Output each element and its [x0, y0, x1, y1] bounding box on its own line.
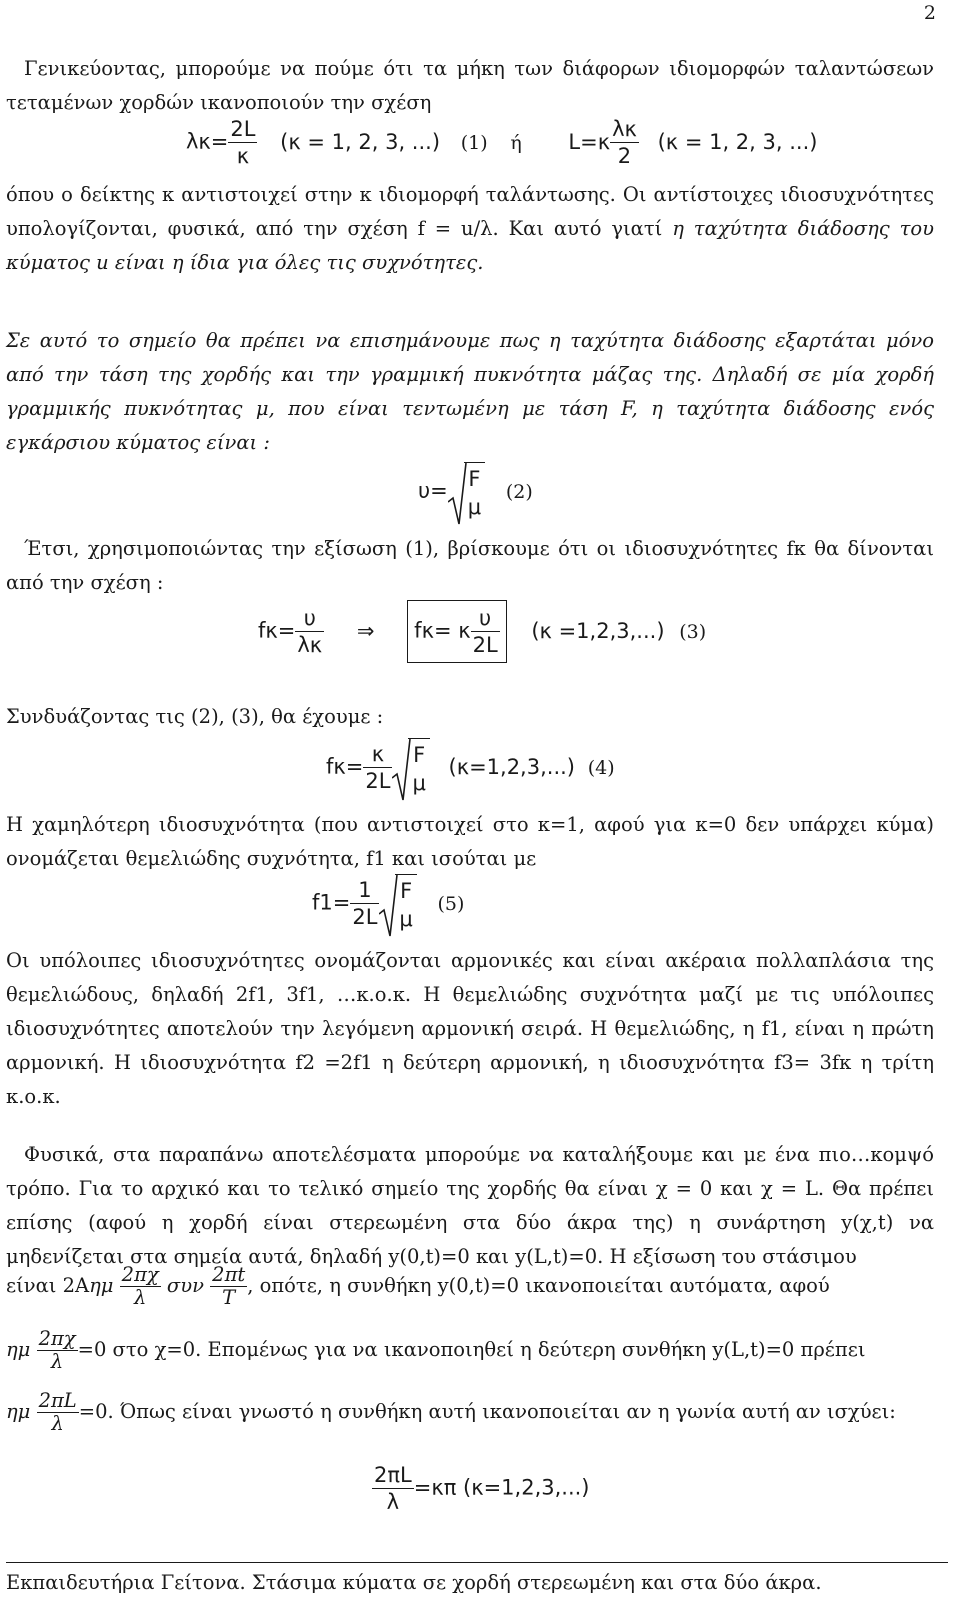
eq2-lhs: υ=	[418, 478, 448, 503]
eq5-num: 1	[350, 877, 379, 904]
paragraph-indices-text: όπου ο δείκτης κ αντιστοιχεί στην κ ιδιομορφή ταλάντωσης. Οι αντίστοιχες ιδιοσυχνότητες υπολογίζονται, φυσικά, από την σχέση f = u/λ. Και αυτό γιατί	[6, 183, 934, 240]
line-standing-wave-syn: συν	[166, 1274, 204, 1297]
line-condition-L-fden: λ	[51, 1412, 64, 1435]
eq3-lhs: fκ=	[258, 618, 296, 643]
page-number: 2	[923, 2, 936, 24]
line-condition-L-hm: ημ	[6, 1400, 31, 1423]
eq4-sqrt	[392, 738, 429, 797]
footer-text: Εκπαιδευτήρια Γείτονα. Στάσιμα κύματα σε χορδή στερεωμένη και στα δύο άκρα.	[6, 1571, 822, 1594]
paragraph-elegant	[6, 1138, 934, 1274]
eq4-lhs: fκ=	[326, 754, 364, 779]
eq3-cond: (κ =1,2,3,...)	[531, 618, 665, 643]
eq1-or: ή	[510, 131, 522, 154]
eq5-sqrt	[379, 874, 416, 933]
eq5-label: (5)	[437, 892, 465, 915]
paragraph-frequencies	[6, 532, 934, 600]
line-standing-wave-f1num: 2πχ	[121, 1263, 159, 1286]
paragraph-frequencies-text: Έτσι, χρησιμοποιώντας την εξίσωση (1), βρίσκουμε ότι οι ιδιοσυχνότητες fκ θα δίνονται από την σχέση :	[6, 537, 934, 594]
eq4-den: 2L	[365, 769, 391, 793]
eq4-snum: F	[413, 743, 426, 767]
eq2-den: μ	[467, 495, 482, 519]
eq5-lhs: f1=	[312, 890, 351, 915]
eq1-lhs: λκ=	[186, 129, 229, 154]
sqrt-sign-icon	[392, 738, 412, 804]
eq2-num: F	[468, 467, 481, 491]
eq6-den: λ	[386, 1490, 400, 1514]
line-condition-zero	[6, 1328, 934, 1373]
eq1-rhs-num: λκ	[612, 117, 637, 141]
paragraph-indices	[6, 178, 934, 280]
eq3-box-lhs: fκ= κ	[414, 618, 471, 643]
paragraph-fundamental-text: Η χαμηλότερη ιδιοσυχνότητα (που αντιστοιχεί στο κ=1, αφού για κ=0 δεν υπάρχει κύμα) ονομάζεται θεμελιώδης συχνότητα, f1 και ισούται με	[6, 813, 934, 870]
line-condition-zero-fden: λ	[50, 1350, 64, 1373]
eq1-label: (1)	[460, 131, 488, 154]
eq6-num: 2πL	[374, 1463, 412, 1487]
paragraph-combining	[6, 700, 934, 734]
paragraph-intro	[6, 52, 934, 120]
line-standing-wave-hm: ημ	[89, 1274, 114, 1297]
eq3-boxed-result	[407, 600, 506, 663]
page-footer	[6, 1562, 948, 1594]
eq2-label: (2)	[505, 480, 533, 503]
eq1-cond: (κ = 1, 2, 3, ...)	[280, 129, 441, 154]
line-condition-L-b: =0. Όπως είναι γνωστό η συνθήκη αυτή ικανοποιείται αν η γωνία αυτή αν ισχύει:	[78, 1400, 896, 1423]
eq4-num: κ	[363, 741, 392, 768]
equation-3	[258, 600, 706, 663]
eq5-snum: F	[400, 879, 413, 903]
paragraph-harmonics-text: Οι υπόλοιπες ιδιοσυχνότητες ονομάζονται αρμονικές και είναι ακέραια πολλαπλάσια της θεμελιώδους, δηλαδή 2f1, 3f1, …κ.ο.κ. Η θεμελιώδης συχνότητα μαζί με τις υπόλοιπες ιδιοσυχνότητες αποτελούν την λεγόμενη αρμονική σειρά. Η θεμελιώδης, η f1, είναι η πρώτη αρμονική. Η ιδιοσυχνότητα f2 =2f1 η δεύτερη αρμονική, η ιδιοσυχνότητα f3= 3fκ η τρίτη κ.ο.κ.	[6, 949, 934, 1108]
eq3-num: υ	[295, 605, 324, 632]
equation-5	[312, 874, 464, 933]
eq4-cond: (κ=1,2,3,...)	[448, 754, 575, 779]
line-condition-zero-fnum: 2πχ	[38, 1327, 76, 1350]
paragraph-velocity-text: Σε αυτό το σημείο θα πρέπει να επισημάνουμε πως η ταχύτητα διάδοσης εξαρτάται μόνο από την τάση της χορδής και την γραμμική πυκνότητα μάζας της. Δηλαδή σε μία χορδή γραμμικής πυκνότητας μ, που είναι τεντωμένη με τάση F, η ταχύτητα διάδοσης ενός εγκάρσιου κύματος είναι :	[6, 329, 934, 454]
eq5-den: 2L	[352, 905, 378, 929]
equation-4	[326, 738, 615, 797]
paragraph-fundamental	[6, 808, 934, 876]
line-standing-wave-b: , οπότε, η συνθήκη y(0,t)=0 ικανοποιείται αυτόματα, αφού	[247, 1274, 830, 1297]
line-standing-wave-a: είναι 2Α	[6, 1274, 90, 1297]
eq3-box-num: υ	[471, 605, 500, 632]
line-standing-wave-f2num: 2πt	[212, 1263, 246, 1286]
eq4-label: (4)	[587, 756, 615, 779]
eq1-rhs-cond: (κ = 1, 2, 3, ...)	[657, 129, 818, 154]
eq1-rhs-lhs: L=κ	[568, 129, 611, 154]
equation-2	[418, 462, 533, 521]
sqrt-sign-icon	[448, 462, 468, 528]
line-condition-zero-b: =0 στο χ=0. Επομένως για να ικανοποιηθεί η δεύτερη συνθήκη y(L,t)=0 πρέπει	[77, 1338, 866, 1361]
eq5-sden: μ	[399, 907, 413, 931]
line-standing-wave-f1den: λ	[134, 1286, 147, 1309]
eq4-sden: μ	[412, 771, 426, 795]
paragraph-harmonics	[6, 944, 934, 1114]
paragraph-velocity	[6, 324, 934, 460]
equation-1	[186, 116, 817, 169]
implies-arrow-icon: ⇒	[356, 618, 375, 643]
eq3-box-den: 2L	[472, 633, 498, 657]
eq1-rhs-den: 2	[617, 144, 632, 168]
eq6-rhs: =κπ (κ=1,2,3,...)	[413, 1475, 590, 1500]
paragraph-combining-text: Συνδυάζοντας τις (2), (3), θα έχουμε :	[6, 705, 384, 728]
eq1-den: κ	[236, 144, 250, 168]
line-condition-L	[6, 1390, 934, 1435]
equation-6	[372, 1462, 590, 1515]
eq1-num: 2L	[230, 117, 256, 141]
sqrt-sign-icon	[379, 874, 399, 940]
line-standing-wave-f2den: T	[222, 1286, 236, 1309]
eq3-label: (3)	[679, 620, 707, 643]
paragraph-elegant-text: Φυσικά, στα παραπάνω αποτελέσματα μπορούμε να καταλήξουμε και με ένα πιο…κομψό τρόπο. Για το αρχικό και το τελικό σημείο της χορδής θα είναι χ = 0 και χ = L. Θα πρέπει επίσης (αφού η χορδή είναι στερεωμένη στα δύο άκρα της) η συνάρτηση y(χ,t) να μηδενίζεται στα σημεία αυτά, δηλαδή y(0,t)=0 και y(L,t)=0. Η εξίσωση του στάσιμου	[6, 1143, 934, 1268]
line-condition-zero-hm: ημ	[6, 1338, 31, 1361]
paragraph-intro-text: Γενικεύοντας, μπορούμε να πούμε ότι τα μήκη των διάφορων ιδιομορφών ταλαντώσεων τεταμένων χορδών ικανοποιούν την σχέση	[6, 57, 934, 114]
line-standing-wave	[6, 1264, 934, 1309]
paragraph-indices-italic: η ταχύτητα διάδοσης του κύματος u είναι η ίδια για όλες τις συχνότητες.	[6, 217, 934, 274]
eq3-den: λκ	[297, 633, 323, 657]
line-condition-L-fnum: 2πL	[38, 1389, 77, 1412]
eq2-sqrt	[448, 462, 485, 521]
